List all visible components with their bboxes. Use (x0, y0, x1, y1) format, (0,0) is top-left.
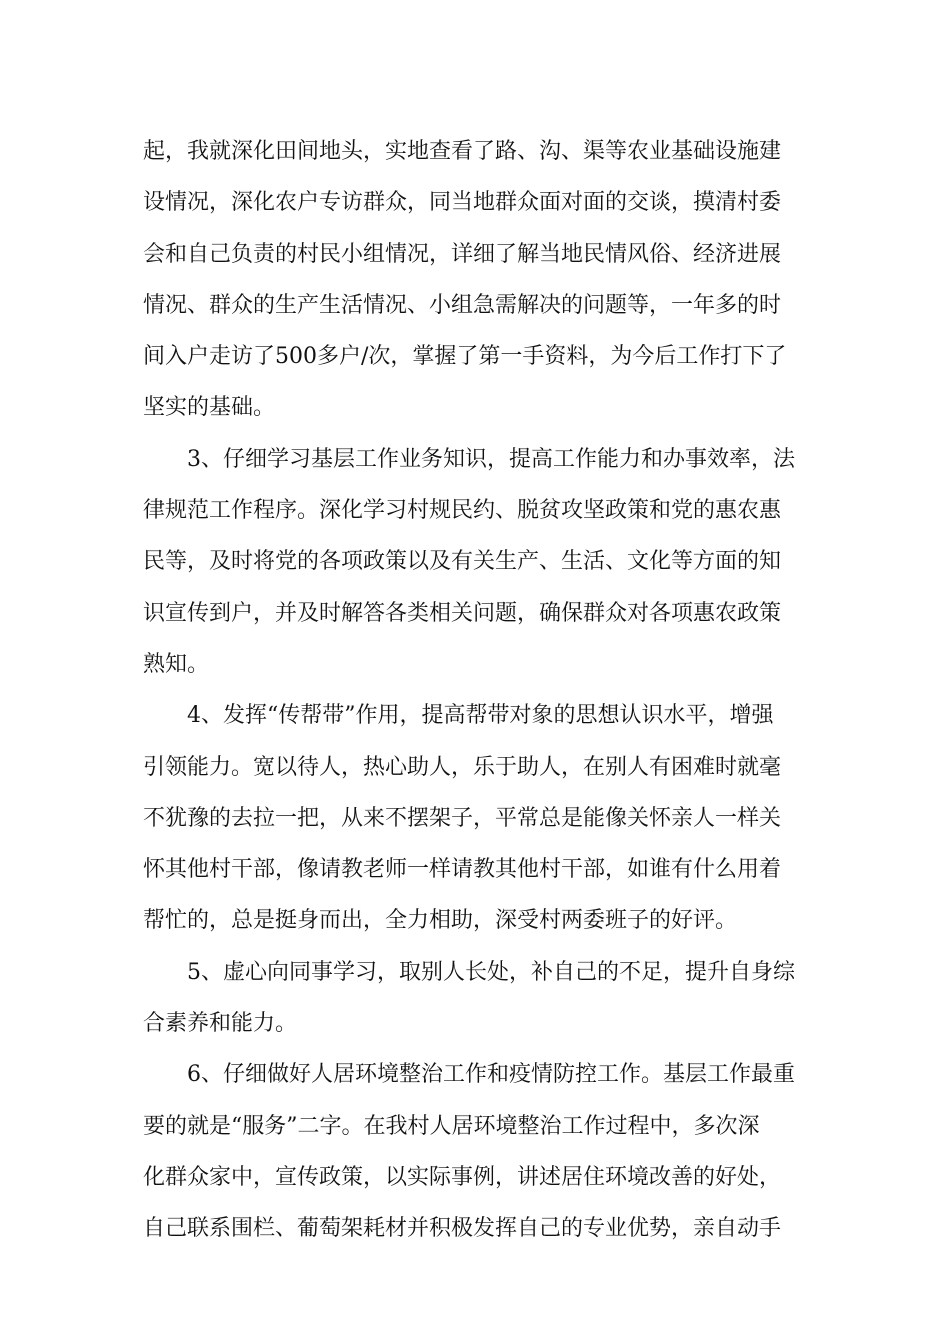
text-line: 熟知。 (143, 651, 210, 677)
text-line: 不犹豫的去拉一把，从来不摆架子，平常总是能像关怀亲人一样关 (143, 805, 782, 831)
text-line: 间入户走访了500多户/次，掌握了第一手资料，为今后工作打下了 (143, 344, 787, 370)
text-line: 情况、群众的生产生活情况、小组急需解决的问题等，一年多的时 (143, 292, 782, 318)
text-line: 坚实的基础。 (143, 395, 276, 421)
text-line: 设情况，深化农户专访群众，同当地群众面对面的交谈，摸清村委 (143, 190, 782, 216)
text-line: 起，我就深化田间地头，实地查看了路、沟、渠等农业基础设施建 (143, 139, 782, 164)
body-text (143, 126, 813, 1255)
text-line: 民等，及时将党的各项政策以及有关生产、生活、文化等方面的知 (143, 549, 782, 575)
text-line: 引领能力。宽以待人，热心助人，乐于助人，在别人有困难时就毫 (143, 754, 782, 780)
text-line: 帮忙的，总是挺身而出，全力相助，深受村两委班子的好评。 (143, 908, 738, 934)
text-line: 要的就是“服务”二字。在我村人居环境整治工作过程中，多次深 (143, 1113, 760, 1139)
text-line: 律规范工作程序。深化学习村规民约、脱贫攻坚政策和党的惠农惠 (143, 498, 782, 524)
text-line: 怀其他村干部，像请教老师一样请教其他村干部，如谁有什么用着 (143, 857, 782, 883)
text-line: 识宣传到户，并及时解答各类相关问题，确保群众对各项惠农政策 (143, 600, 782, 626)
text-line: 化群众家中，宣传政策，以实际事例，讲述居住环境改善的好处， (143, 1164, 782, 1190)
paragraph-3-start: 3、仔细学习基层工作业务知识，提高工作能力和办事效率，法 (187, 446, 795, 472)
paragraph-6-start: 6、仔细做好人居环境整治工作和疫情防控工作。基层工作最重 (187, 1062, 795, 1088)
text-line: 自己联系围栏、葡萄架耗材并积极发挥自己的专业优势，亲自动手 (143, 1216, 782, 1242)
text-line: 会和自己负责的村民小组情况，详细了解当地民情风俗、经济进展 (143, 241, 782, 267)
paragraph-5-start: 5、虚心向同事学习，取别人长处，补自己的不足，提升自身综 (187, 959, 795, 985)
paragraph-4-start: 4、发挥“传帮带”作用，提高帮带对象的思想认识水平，增强 (187, 703, 774, 729)
text-line: 合素养和能力。 (143, 1011, 298, 1037)
